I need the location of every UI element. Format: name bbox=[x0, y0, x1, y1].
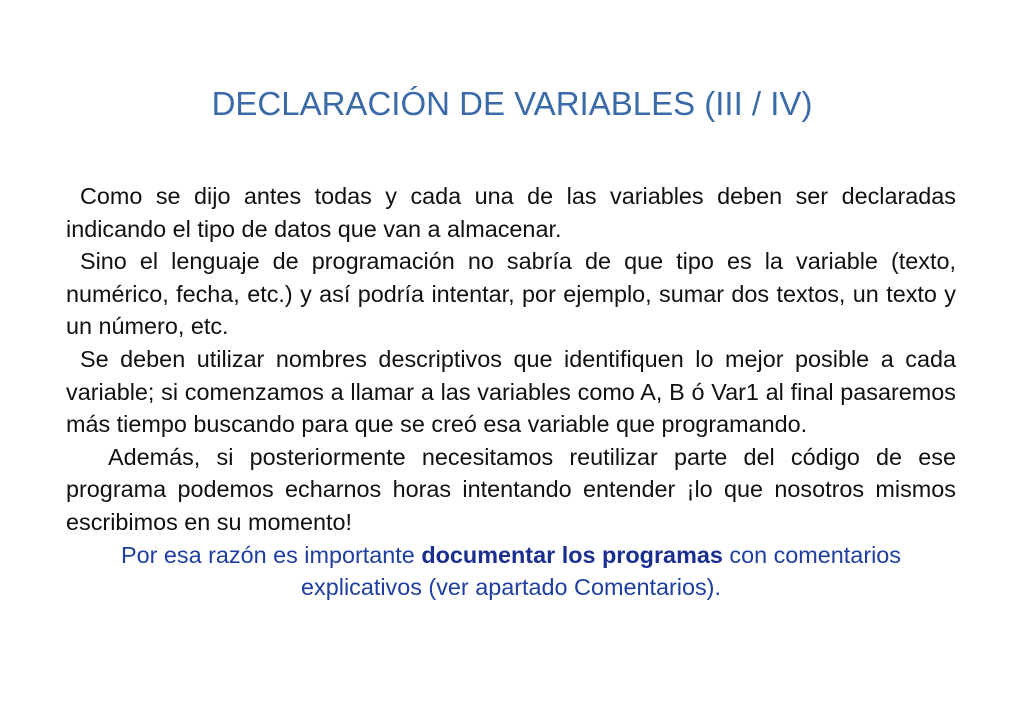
slide-body bbox=[66, 180, 956, 604]
paragraph-declaration: Como se dijo antes todas y cada una de las variables deben ser declaradas indicando el tipo de datos que van a almacenar. bbox=[66, 183, 956, 242]
note-emphasis: documentar los programas bbox=[421, 541, 723, 568]
paragraph-type-reason: Sino el lenguaje de programación no sabría de que tipo es la variable (texto, numérico, fecha, etc.) y así podría intentar, por ejemplo, sumar dos textos, un texto y un número, etc. bbox=[66, 248, 956, 340]
note-text-before: Por esa razón es importante bbox=[120, 541, 422, 568]
documentation-note bbox=[66, 539, 956, 604]
paragraph-reuse: Además, si posteriormente necesitamos reutilizar parte del código de ese programa podemos echarnos horas intentando entender ¡lo que nosotros mismos escribimos en su momento! bbox=[66, 443, 956, 535]
paragraph-descriptive-names: Se deben utilizar nombres descriptivos que identifiquen lo mejor posible a cada variable; si comenzamos a llamar a las variables como A, B ó Var1 al final pasaremos más tiempo buscando para que se creó esa variable que programando. bbox=[66, 345, 956, 438]
note-text-after: con comentarios explicativos (ver apartado Comentarios). bbox=[301, 541, 902, 601]
slide-title: DECLARACIÓN DE VARIABLES (III / IV) bbox=[211, 85, 813, 122]
